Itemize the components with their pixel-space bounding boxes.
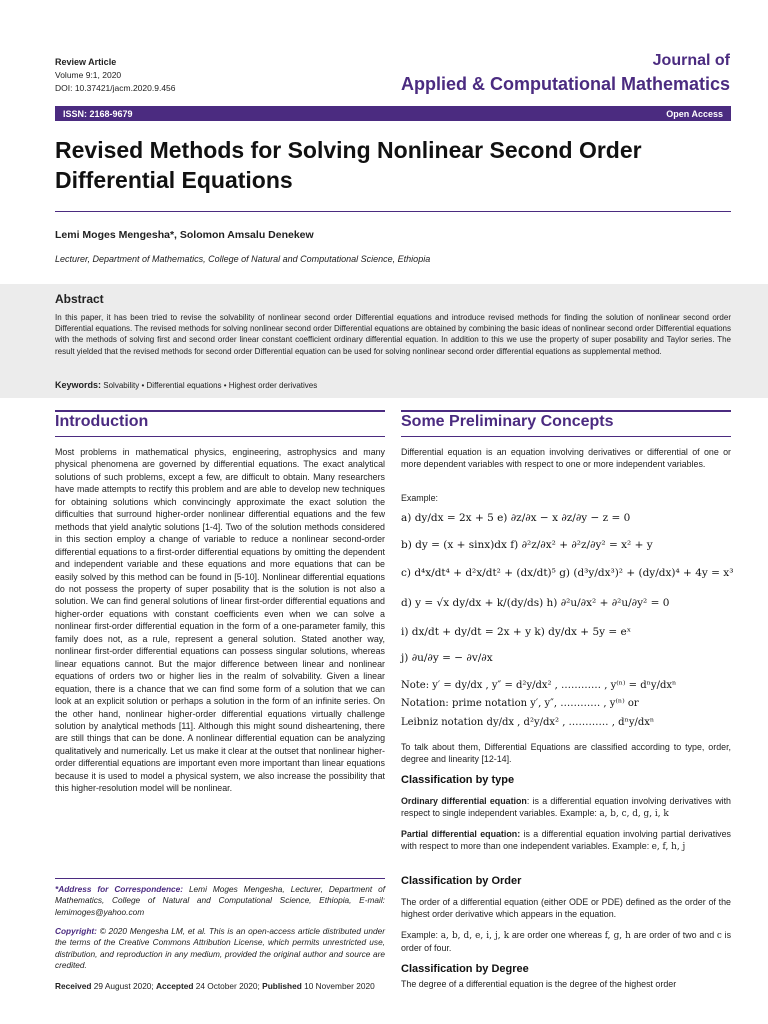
order-example xyxy=(401,929,731,955)
prelim-rule xyxy=(401,410,731,412)
pde-text: is a differential equation involving partial derivatives with respect to more than one independent variables. Example: xyxy=(401,829,731,852)
published-date: 10 November 2020 xyxy=(304,981,375,991)
correspondence-text: Lemi Moges Mengesha, Lecturer, Department of Mathematics, College of Natural and Computational Science, Ethiopia, E-mail: lemimoges@yahoo.com xyxy=(55,884,385,917)
intro-heading: Introduction xyxy=(55,413,149,430)
volume: Volume 9:1, 2020 xyxy=(55,70,122,80)
order-example-post: are order of two and xyxy=(633,930,715,940)
journal-line1: Journal of xyxy=(652,52,730,69)
equation-b: b) dy = (x + sinx)dx f) ∂²z/∂x² + ∂²z/∂y² = x² + y xyxy=(401,539,653,551)
accepted-date: 24 October 2020; xyxy=(195,981,260,991)
equation-a: a) dy/dx = 2x + 5 e) ∂z/∂x − x ∂z/∂y − z = 0 xyxy=(401,512,631,524)
equation-i: i) dx/dt + dy/dt = 2x + y k) dy/dx + 5y = eˣ xyxy=(401,626,632,638)
issn: ISSN: 2168-9679 xyxy=(63,108,133,119)
pde-example: e, f, h, j xyxy=(651,842,686,853)
pde-label: Partial differential equation: xyxy=(401,829,521,839)
abstract-heading: Abstract xyxy=(55,292,104,306)
example-label: Example: xyxy=(401,493,438,503)
title-divider xyxy=(55,211,731,212)
ode-definition xyxy=(401,795,731,821)
keywords-list: Solvability • Differential equations • Highest order derivatives xyxy=(103,381,318,390)
intro-rule xyxy=(55,410,385,412)
order-example-mid: are order one whereas xyxy=(511,930,602,940)
copyright xyxy=(55,926,385,971)
accepted-label: Accepted xyxy=(156,981,194,991)
note-line: Note: y′ = dy/dx , y″ = d²y/dx² , ………… , y⁽ⁿ⁾ = dⁿy/dxⁿ xyxy=(401,680,677,691)
prime-notation: Notation: prime notation y′, y″, ………… , y⁽ⁿ⁾ or xyxy=(401,698,639,709)
degree-text: The degree of a differential equation is the degree of the highest order xyxy=(401,979,677,989)
order-example-end: is order of four. xyxy=(401,930,732,954)
type-heading: Classification by type xyxy=(401,774,515,786)
prelim-rule-bottom xyxy=(401,436,731,437)
correspondence-label: *Address for Correspondence: xyxy=(55,884,184,894)
equation-c: c) d⁴x/dt⁴ + d²x/dt² + (dx/dt)⁵ g) (d³y/dx³)² + (dy/dx)⁴ + 4y = x³ xyxy=(401,567,734,579)
journal-name xyxy=(401,50,730,96)
journal-line2: Applied & Computational Mathematics xyxy=(400,74,730,94)
paper-title: Revised Methods for Solving Nonlinear Second Order Differential Equations xyxy=(55,137,642,193)
copyright-text: © 2020 Mengesha LM, et al. This is an open-access article distributed under the terms of the Creative Commons Attribution License, which permits unrestricted use, distribution, and reproduction in any medium, provided the original author and source are credited. xyxy=(55,926,385,970)
doi: DOI: 10.37421/jacm.2020.9.456 xyxy=(55,83,176,93)
correspondence xyxy=(55,884,385,918)
prelim-intro: Differential equation is an equation involving derivatives or differential of one or more dependent variables with respect to one or more independent variables. xyxy=(401,447,731,470)
equation-j: j) ∂u/∂y = − ∂v/∂x xyxy=(401,652,493,664)
pde-definition xyxy=(401,828,731,854)
intro-rule-bottom xyxy=(55,436,385,437)
received-label: Received xyxy=(55,981,92,991)
received-date: 29 August 2020; xyxy=(93,981,154,991)
order-example-pre: Example: xyxy=(401,930,438,940)
copyright-label: Copyright: xyxy=(55,926,97,936)
keywords xyxy=(55,380,317,390)
order-text: The order of a differential equation (either ODE or PDE) defined as the order of the highest order derivative which appears in the equation. xyxy=(401,897,731,920)
footer-divider xyxy=(55,878,385,879)
degree-heading: Classification by Degree xyxy=(401,963,529,975)
classified-text: To talk about them, Differential Equations are classified according to type, order, degree and linearity [12-14]. xyxy=(401,742,731,765)
ode-label: Ordinary differential equation xyxy=(401,796,527,806)
keywords-label: Keywords: xyxy=(55,380,102,390)
dates xyxy=(55,981,385,991)
ode-text: : is a differential equation involving derivatives with respect to single independent variables. Example: xyxy=(401,796,731,819)
authors: Lemi Moges Mengesha*, Solomon Amsalu Denekew xyxy=(55,229,314,241)
issn-bar xyxy=(55,106,731,121)
order-example-a: a, b, d, e, i, j, k xyxy=(440,931,510,941)
ode-example: a, b, c, d, g, i, k xyxy=(599,809,669,820)
article-type: Review Article xyxy=(55,57,117,67)
order-example-b: f, g, h xyxy=(604,931,631,941)
order-example-c: c xyxy=(716,931,722,941)
equation-d: d) y = √x dy/dx + k/(dy/ds) h) ∂²u/∂x² + ∂²u/∂y² = 0 xyxy=(401,597,670,609)
intro-text: Most problems in mathematical physics, engineering, astrophysics and many physical phenomena are governed by differential equations. The exact analytical solutions of such problems, except a few, are difficult to obtain. Many researchers have made attempts to rectify this problem and are able to develop new techniques for obtaining solutions which convincingly approximate the exact solution the difficulties that surround higher-order nonlinear differential equations and the few methods that yield analytic solutions [1-4]. Two of the solution methods considered in this section employ a change of variable to reduce a nonlinear second-order differential equations to a first-order differential equations by omitting the dependent and independent variable and these equations and more equations that can be easily solved by this method can be found in [5-10]. Nonlinear differential equations do not possess the property of super posability that is the solution is not also a solution. We can find general solutions of linear first-order differential equations and higher-order equations with constant coefficients even when we can solve a nonlinear first-order differential equation in the form of a one-parameter family, this family does not, as a rule, represent a general solution. Stated another way, nonlinear first-order differential equations can possess singular solutions, whereas linear equations cannot. But the major difference between linear and nonlinear equations of orders two or higher lies in the realm of solvability. Given a linear equation, there is a chance that we can find some form of a solution that we can look at an explicit solution or perhaps a solution in the form of an infinite series. On the other hand, nonlinear higher-order differential equations virtually challenge solution by analytical methods [11]. Although this might sound disheartening, there are still things that can be done. A nonlinear differential equation can be analyzing qualitatively and numerically. Let us make it clear at the outset that nonlinear higher-order differential equations are important even more important than linear equations because it is used to model a physical system, we also increase the possibility that this higher-resolution model will be nonlinear. xyxy=(55,447,385,794)
open-access: Open Access xyxy=(666,108,723,119)
leibniz-notation: Leibniz notation dy/dx , d²y/dx² , ………… , dⁿy/dxⁿ xyxy=(401,717,655,728)
prelim-heading: Some Preliminary Concepts xyxy=(401,413,614,430)
published-label: Published xyxy=(262,981,302,991)
affiliation: Lecturer, Department of Mathematics, College of Natural and Computational Science, Ethiopia xyxy=(55,254,431,264)
abstract-text: In this paper, it has been tried to revise the solvability of nonlinear second order Differential equations and introduce revised methods for finding the solution of nonlinear second order Differential equations. The revised methods for solving nonlinear second order Differential equations are obtained by combining the basic ideas of nonlinear second order Differential equations with the methods of solving first and second order linear constant coefficient ordinary differential equation. In addition to this we use the property of super posability and Taylor series. The result yielded that the revised methods for second order Differential equation can be used for solving nonlinear second order differential equations as supplemental method. xyxy=(55,313,731,356)
order-heading: Classification by Order xyxy=(401,875,522,887)
article-meta xyxy=(55,56,176,95)
